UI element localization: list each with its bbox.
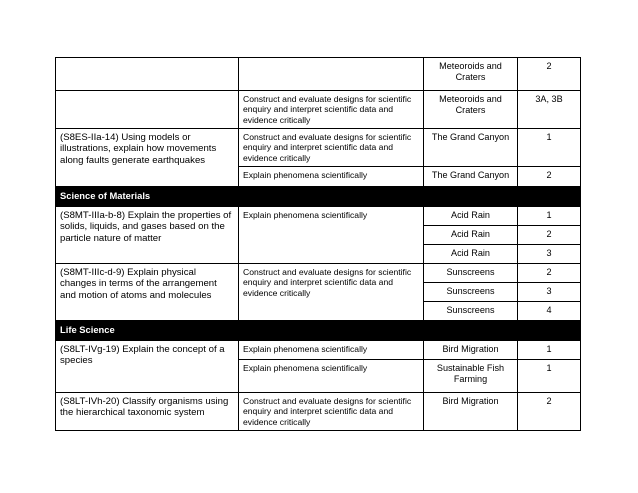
table-row: [56, 340, 581, 359]
topic-cell: Acid Rain: [424, 244, 518, 263]
curriculum-table: [55, 57, 581, 431]
topic-cell: Bird Migration: [424, 340, 518, 359]
item-number-cell: 1: [518, 206, 581, 225]
item-number-cell: 1: [518, 128, 581, 166]
item-number-cell: 2: [518, 263, 581, 282]
topic-cell: Acid Rain: [424, 206, 518, 225]
skill-cell: Explain phenomena scientifically: [239, 206, 424, 263]
topic-cell: Bird Migration: [424, 392, 518, 430]
topic-cell: Meteoroids and Craters: [424, 58, 518, 91]
table-row: [56, 263, 581, 282]
item-number-cell: 1: [518, 340, 581, 359]
skill-cell: Construct and evaluate designs for scientific enquiry and interpret scientific data and evidence critically: [239, 392, 424, 430]
table-row: [56, 91, 581, 129]
competency-cell: (S8LT-IVh-20) Classify organisms using the hierarchical taxonomic system: [56, 392, 239, 430]
competency-cell: [56, 58, 239, 91]
skill-cell: [239, 58, 424, 91]
item-number-cell: 1: [518, 359, 581, 392]
topic-cell: Acid Rain: [424, 225, 518, 244]
item-number-cell: 2: [518, 392, 581, 430]
item-number-cell: 3: [518, 282, 581, 301]
topic-cell: Sunscreens: [424, 282, 518, 301]
competency-cell: [56, 91, 239, 129]
section-title: Life Science: [56, 320, 581, 340]
table-row: [56, 128, 581, 166]
table-row: [56, 58, 581, 91]
skill-cell: Explain phenomena scientifically: [239, 166, 424, 186]
item-number-cell: 4: [518, 301, 581, 320]
topic-cell: Sustainable Fish Farming: [424, 359, 518, 392]
item-number-cell: 3: [518, 244, 581, 263]
table-row: [56, 392, 581, 430]
topic-cell: The Grand Canyon: [424, 166, 518, 186]
table-row: [56, 206, 581, 225]
section-header-row: [56, 320, 581, 340]
skill-cell: Explain phenomena scientifically: [239, 359, 424, 392]
item-number-cell: 2: [518, 58, 581, 91]
topic-cell: The Grand Canyon: [424, 128, 518, 166]
skill-cell: Explain phenomena scientifically: [239, 340, 424, 359]
item-number-cell: 2: [518, 225, 581, 244]
topic-cell: Sunscreens: [424, 301, 518, 320]
section-title: Science of Materials: [56, 186, 581, 206]
skill-cell: Construct and evaluate designs for scientific enquiry and interpret scientific data and evidence critically: [239, 263, 424, 320]
item-number-cell: 3A, 3B: [518, 91, 581, 129]
topic-cell: Meteoroids and Craters: [424, 91, 518, 129]
competency-cell: (S8LT-IVg-19) Explain the concept of a species: [56, 340, 239, 392]
competency-cell: (S8ES-IIa-14) Using models or illustrations, explain how movements along faults generate earthquakes: [56, 128, 239, 186]
competency-cell: (S8MT-IIIc-d-9) Explain physical changes in terms of the arrangement and motion of atoms and molecules: [56, 263, 239, 320]
competency-cell: (S8MT-IIIa-b-8) Explain the properties of solids, liquids, and gases based on the particle nature of matter: [56, 206, 239, 263]
item-number-cell: 2: [518, 166, 581, 186]
topic-cell: Sunscreens: [424, 263, 518, 282]
skill-cell: Construct and evaluate designs for scientific enquiry and interpret scientific data and evidence critically: [239, 128, 424, 166]
section-header-row: [56, 186, 581, 206]
skill-cell: Construct and evaluate designs for scientific enquiry and interpret scientific data and evidence critically: [239, 91, 424, 129]
